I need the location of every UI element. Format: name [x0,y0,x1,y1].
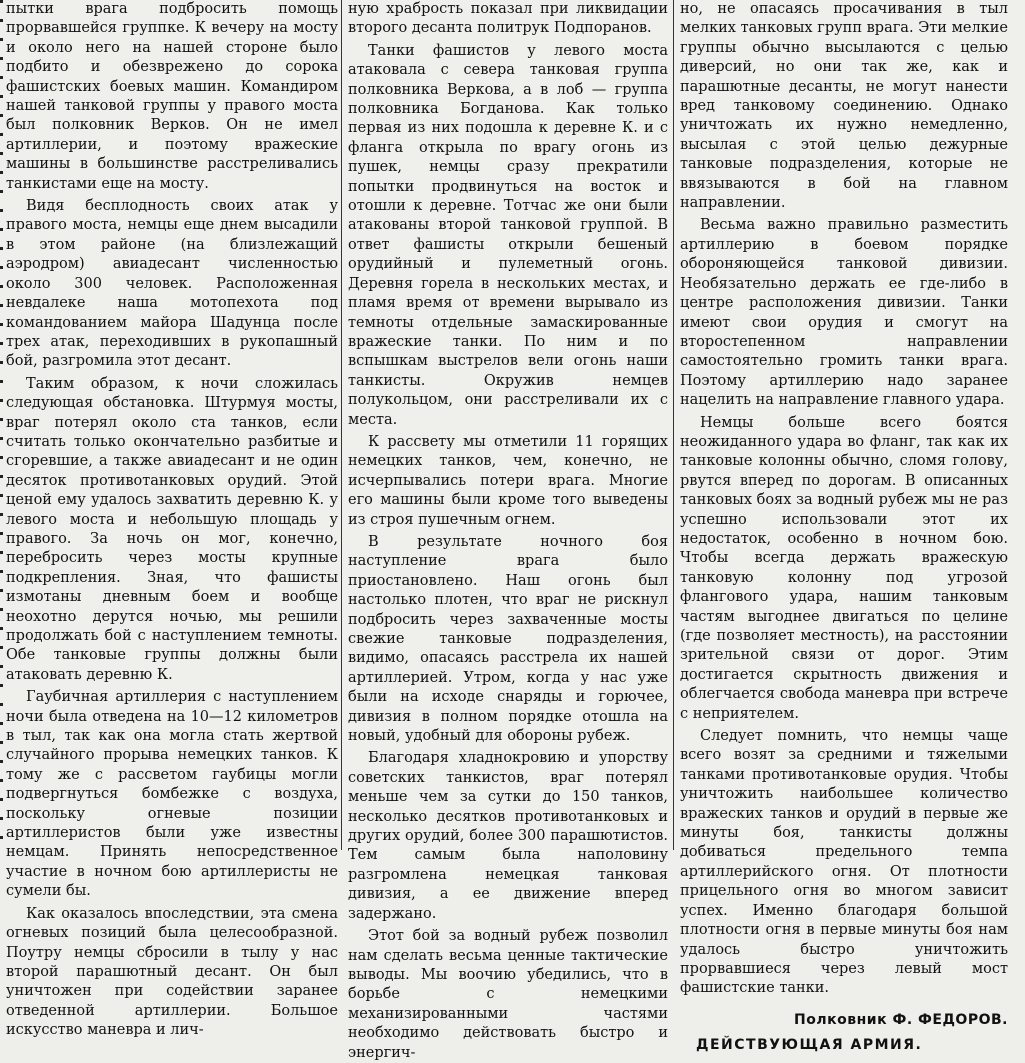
col3-paragraph-1: но, не опасаясь просачивания в тыл мелких танковых групп врага. Эти мелкие группы обычно высылаются с целью диверсий, но они так же, как и парашютные десанты, не могут нанести вред танковому соединению. Однако уничтожать их нужно немедленно, высылая с этой целью дежурные танковые подразделения, которые не ввязываются в бой на главном направлении. [680,1,1008,212]
col3-paragraph-4: Следует помнить, что немцы чаще всего возят за средними и тяжелыми танками противотанковые орудия. Чтобы уничтожить наибольшее количество вражеских танков и орудий в первые же минуты боя, танкисты должны добиваться предельного темпа артиллерийского огня. От плотности прицельного огня во многом зависит успех. Именно благодаря большой плотности огня в первые минуты боя нам удалось быстро уничтожить прорвавшиеся через левый мост фашистские танки. [680,728,1008,997]
author-signature: Полковник Ф. ФЕДОРОВ. [794,1011,1008,1028]
column-divider-2 [673,0,674,850]
col1-paragraph-4: Гаубичная артиллерия с наступлением ночи была отведена на 10—12 километров в тыл, так как она могла стать жертвой случайного прорыва немецких танков. К тому же с рассветом гаубицы могли подвергнуться бомбежке с воздуха, поскольку огневые позиции артиллеристов были уже известны немцам. Принять непосредственное участие в ночном бою артиллеристы не сумели бы. [6,689,338,900]
column-divider-1 [341,0,342,850]
col1-paragraph-3: Таким образом, к ночи сложилась следующая обстановка. Штурмуя мосты, враг потерял около ста танков, если считать только окончательно разбитые и сгоревшие, а также авиадесант и не один десяток противотанковых орудий. Этой ценой ему удалось захватить деревню К. у левого моста и небольшую площадь у правого. За ночь он мог, конечно, перебросить через мосты крупные подкрепления. Зная, что фашисты измотаны дневным боем и вообще неохотно дерутся ночью, мы решили продолжать бой с наступлением темноты. Обе танковые группы должны были атаковать деревню К. [6,375,338,683]
col2-paragraph-6: Этот бой за водный рубеж позволил нам сделать весьма ценные тактические выводы. Мы воочию убедились, что в борьбе с немецкими механизированными частями необходимо действовать быстро и энергич- [348,928,668,1061]
col2-paragraph-2: Танки фашистов у левого моста атаковала с севера танковая группа полковника Веркова, а в лоб — группа полковника Богданова. Как только первая из них подошла к деревне К. и с фланга открыла по врагу огонь из пушек, немцы сразу прекратили попытки продвинуться на восток и отошли к деревне. Тотчас же они были атакованы второй танковой группой. В ответ фашисты открыли бешеный орудийный и пулеметный огонь. Деревня горела в нескольких местах, и пламя время от времени вырывало из темноты отдельные замаскированные вражеские танки. По ним и по вспышкам выстрелов вели огонь наши танкисты. Окружив немцев полукольцом, они расстреливали их с места. [348,42,668,428]
col1-paragraph-5: Как оказалось впоследствии, эта смена огневых позиций была целесообразной. Поутру немцы сбросили в тылу у нас второй парашютный десант. Он был уничтожен при содействии заранее отведенной артиллерии. Большое искусство маневра и лич- [6,905,338,1039]
col2-paragraph-3: К рассвету мы отметили 11 горящих немецких танков, чем, конечно, не исчерпывались потери врага. Многие его машины были кроме того выведены из строя пушечным огнем. [348,433,668,528]
col3-paragraph-3: Немцы больше всего боятся неожиданного удара во фланг, так как их танковые колонны обычно, сломя голову, рвутся вперед по дорогам. В описанных танковых боях за водный рубеж мы не раз успешно использовали этот их недостаток, особенно в ночном бою. Чтобы всегда держать вражескую танковую колонну под угрозой флангового удара, нашим танковым частям выгоднее двигаться по целине (где позволяет местность), на расстоянии зрительной связи от дорог. Этим достигается скрытность движения и облегчается свобода маневра при встрече с неприятелем. [680,414,1008,722]
column-1 [6,0,338,1039]
column-2 [348,0,668,1061]
col1-paragraph-2: Видя бесплодность своих атак у правого моста, немцы еще днем высадили в этом районе (на близлежащий аэродром) авиадесант численностью около 300 человек. Расположенная невдалеке наша мотопехота под командованием майора Шадунца после трех атак, переходивших в рукопашный бой, разгромила этот десант. [6,198,338,370]
col3-paragraph-2: Весьма важно правильно разместить артиллерию в боевом порядке обороняющейся танковой дивизии. Необязательно держать ее где-либо в центре расположения дивизии. Танки имеют свои орудия и смогут на второстепенном направлении самостоятельно громить танки врага. Поэтому артиллерию надо заранее нацелить на направление главного удара. [680,217,1008,409]
col1-paragraph-1: пытки врага подбросить помощь прорвавшейся группке. К вечеру на мосту и около него на нашей стороне было подбито и обезврежено до сорока фашистских боевых машин. Командиром нашей танковой группы у правого моста был полковник Верков. Он не имел артиллерии, и поэтому вражеские машины в большинстве расстреливались танкистами еще на мосту. [6,1,338,192]
col2-paragraph-1: ную храбрость показал при ликвидации второго десанта политрук Подпоранов. [348,1,668,37]
column-3 [680,0,1008,1054]
col2-paragraph-5: Благодаря хладнокровию и упорству советских танкистов, враг потерял меньше чем за сутки до 150 танков, несколько десятков противотанковых и других орудий, более 300 парашютистов. Тем самым была наполовину разгромлена немецкая танковая дивизия, а ее движение вперед задержано. [348,750,668,922]
dateline-location: ДЕЙСТВУЮЩАЯ АРМИЯ. [696,1037,923,1054]
left-edge-scan-marks [0,0,3,850]
col2-paragraph-4: В результате ночного боя наступление врага было приостановлено. Наш огонь был настолько плотен, что враг не рискнул подбросить через захваченные мосты свежие танковые подразделения, видимо, опасаясь расстрела их нашей артиллерией. Утром, когда у нас уже были на исходе снаряды и горючее, дивизия в полном порядке отошла на новый, удобный для обороны рубеж. [348,533,668,745]
